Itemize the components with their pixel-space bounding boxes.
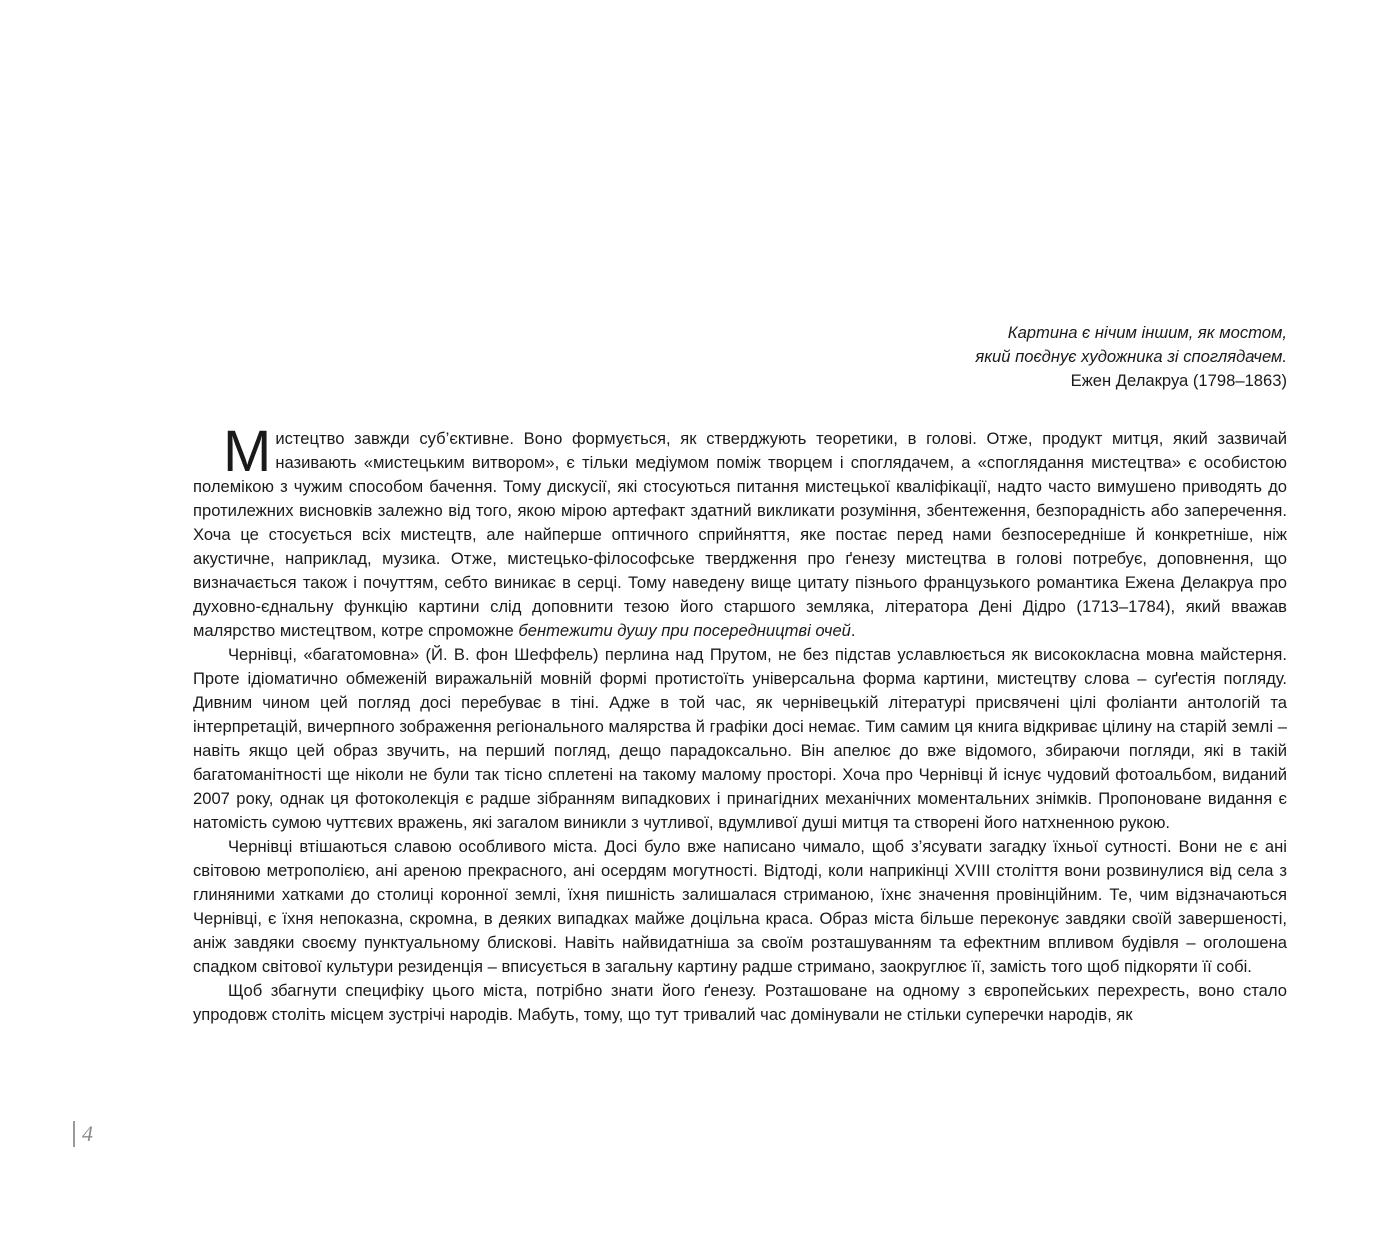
paragraph-3: Чернівці втішаються славою особливого міста. Досі було вже написано чимало, щоб з’ясувати загадку їхньої сутності. Вони не є ані світовою метрополією, ані ареною прекрасного, ані осердям могутності. Відтоді, коли наприкінці XVIII століття вони розвинулися від села з глиняними хатками до столиці коронної землі, їхня пишність залишалася стриманою, їхнє значення провінційним. Те, чим відзначаються Чернівці, є їхня непоказна, скромна, в деяких випадках майже доцільна краса. Образ міста більше переконує завдяки своїй завершеності, аніж завдяки своєму пунктуальному блискові. Навіть найвидатніша за своїм розташуванням та ефектним впливом будівля – оголошена спадком світової культури резиденція – вписується в загальну картину радше стримано, заокруглює її, замість того щоб підкоряти її собі.: [193, 837, 1287, 976]
epigraph-line-1: Картина є нічим іншим, як мостом,: [1007, 323, 1287, 342]
paragraph-1-text: истецтво завжди суб’єктивне. Воно формується, як стверджують теоретики, в голові. Отже, продукт митця, який зазвичай називають «мистецьким витвором», є тільки медіумом поміж творцем і споглядачем, а «споглядання мистецтва» є особистою полемікою з чужим способом бачення. Тому дискусії, які стосуються питання мистецької кваліфікації, надто часто вимушено приводять до протилежних висновків залежно від того, якою мірою артефакт здатний викликати розуміння, збентеження, безпорадність або заперечення. Хоча це стосується всіх мистецтв, але найперше оптичного сприйняття, яке постає перед нами безпосередніше й конкретніше, ніж акустичне, наприклад, музика. Отже, мистецько-філософське твердження про ґенезу мистецтва в голові потребує, доповнення, що визначається також і почуттям, себто виникає в серці. Тому наведену вище цитату пізнього французького романтика Ежена Делакруа про духовно-єднальну функцію картини слід доповнити тезою його старшого земляка, літератора Дені Дідро (1713–1784), який вважав малярство мистецтвом, котре спроможне: [193, 429, 1287, 640]
paragraph-2: Чернівці, «багатомовна» (Й. В. фон Шеффель) перлина над Прутом, не без підстав уславлюється як висококласна мовна майстерня. Проте ідіоматично обмеженій виражальній мовній формі протистоїть універсальна форма картини, мистецтву слова – суґестія погляду. Дивним чином цей погляд досі перебуває в тіні. Адже в той час, як чернівецькій літературі присвячені цілі фоліанти антологій та інтерпретацій, вичерпного зображення регіонального малярства й графіки досі немає. Тим самим ця книга відкриває цілину на старій землі – навіть якщо цей образ звучить, на перший погляд, дещо парадоксально. Він апелює до вже відомого, збираючи погляди, які в такій багатоманітності ще ніколи не були так тісно сплетені на такому малому просторі. Хоча про Чернівці й існує чудовий фотоальбом, виданий 2007 року, однак ця фотоколекція є радше зібранням випадкових і принагідних механічних моментальних знімків. Пропоноване видання є натомість сумою чуттєвих вражень, які загалом виникли з чутливої, вдумливої душі митця та створені його натхненною рукою.: [193, 645, 1287, 832]
epigraph: [587, 321, 1287, 393]
paragraph-1-italic: бентежити душу при посередництві очей: [518, 621, 851, 640]
epigraph-line-2: який поєднує художника зі споглядачем.: [975, 347, 1287, 366]
paragraph-4: Щоб збагнути специфіку цього міста, потрібно знати його ґенезу. Розташоване на одному з європейських перехресть, воно стало упродовж століть місцем зустрічі народів. Мабуть, тому, що тут тривалий час домінували не стільки суперечки народів, як: [193, 981, 1287, 1024]
main-text: [193, 419, 1287, 1027]
page-number: 4: [73, 1121, 93, 1147]
epigraph-author: Ежен Делакруа (1798–1863): [1070, 371, 1287, 390]
drop-cap: М: [223, 419, 272, 484]
paragraph-1-end: .: [850, 621, 856, 640]
paragraph-1: [193, 419, 1287, 643]
